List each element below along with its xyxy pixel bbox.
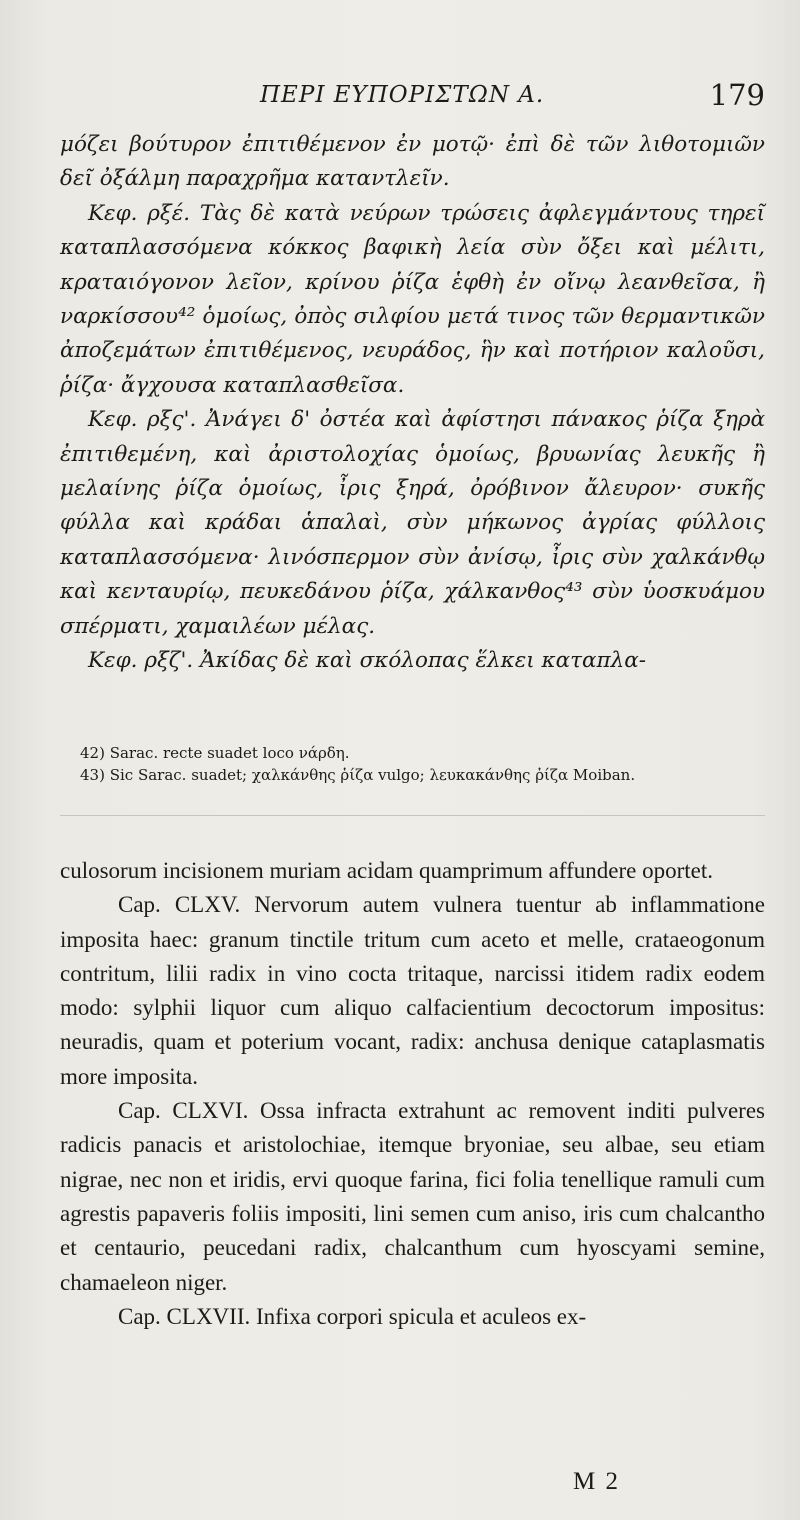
page-header — [60, 78, 765, 118]
running-title: ΠΕΡΙ ΕΥΠΟΡΙΣΤΩΝ Α. — [260, 82, 545, 108]
latin-paragraph: Cap. CLXVI. Ossa infracta extrahunt ac removent inditi pulveres radicis panacis et aristolochiae, itemque bryoniae, seu albae, seu etiam nigrae, nec non et iridis, ervi quoque farina, fici folia tenellique ramuli cum agrestis papaveris foliis impositi, lini semen cum aniso, iris cum chalcantho et centaurio, peucedani radix, chalcanthum cum hyoscyami semine, chamaeleon niger. — [60, 1098, 765, 1295]
latin-text-block — [60, 854, 765, 1334]
footnotes — [60, 742, 765, 786]
page-number: 179 — [709, 78, 765, 112]
footnote: 43) Sic Sarac. suadet; χαλκάνθης ῥίζα vulgo; λευκακάνθης ῥίζα Moiban. — [80, 766, 636, 784]
footnote: 42) Sarac. recte suadet loco νάρδη. — [80, 744, 350, 762]
latin-paragraph: Cap. CLXV. Nervorum autem vulnera tuentur ab inflammatione imposita haec: granum tinctile tritum cum aceto et melle, crataeogonum contritum, lilii radix in vino cocta tritaque, narcissi itidem radix eodem modo: sylphii liquor cum aliquo calfacientium decoctorum impositus: neuradis, quam et poterium vocant, radix: anchusa denique cataplasmatis more imposita. — [60, 892, 765, 1089]
greek-text-block — [60, 128, 765, 679]
latin-paragraph: culosorum incisionem muriam acidam quamprimum affundere oportet. — [60, 858, 713, 883]
greek-paragraph: Κεφ. ρξέ. Τὰς δὲ κατὰ νεύρων τρώσεις ἀφλεγμάντους τηρεῖ καταπλασσόμενα κόκκος βαφικὴ λεία σὺν ὄξει καὶ μέλιτι, κραταιόγονον λεῖον, κρίνου ῥίζα ἑφθὴ ἐν οἴνῳ λεανθεῖσα, ἢ ναρκίσσου⁴² ὁμοίως, ὀπὸς σιλφίου μετά τινος τῶν θερμαντικῶν ἀποζεμάτων ἐπιτιθέμενος, νευράδος, ἣν καὶ ποτήριον καλοῦσι, ῥίζα· ἄγχουσα καταπλασθεῖσα. — [60, 200, 765, 398]
section-divider — [60, 815, 765, 816]
greek-paragraph: Κεφ. ρξζ'. Ἀκίδας δὲ καὶ σκόλοπας ἕλκει καταπλα- — [88, 648, 647, 674]
signature-mark: M 2 — [573, 1468, 620, 1495]
latin-paragraph: Cap. CLXVII. Infixa corpori spicula et aculeos ex- — [118, 1303, 587, 1329]
greek-paragraph: μόζει βούτυρον ἐπιτιθέμενον ἐν μοτῷ· ἐπὶ δὲ τῶν λιθοτομιῶν δεῖ ὀξάλμη παραχρῆμα καταντλεῖν. — [60, 132, 765, 192]
greek-paragraph: Κεφ. ρξς'. Ἀνάγει δ' ὀστέα καὶ ἀφίστησι πάνακος ῥίζα ξηρὰ ἐπιτιθεμένη, καὶ ἀριστολοχίας ὁμοίως, βρυωνίας λευκῆς ἢ μελαίνης ῥίζα ὁμοίως, ἶρις ξηρά, ὀρόβινον ἄλευρον· συκῆς φύλλα καὶ κράδαι ἁπαλαὶ, σὺν μήκωνος ἀγρίας φύλλοις καταπλασσόμενα· λινόσπερμον σὺν ἀνίσῳ, ἶρις σὺν χαλκάνθῳ καὶ κενταυρίῳ, πευκεδάνου ῥίζα, χάλκανθος⁴³ σὺν ὑοσκυάμου σπέρματι, χαμαιλέων μέλας. — [60, 407, 765, 639]
